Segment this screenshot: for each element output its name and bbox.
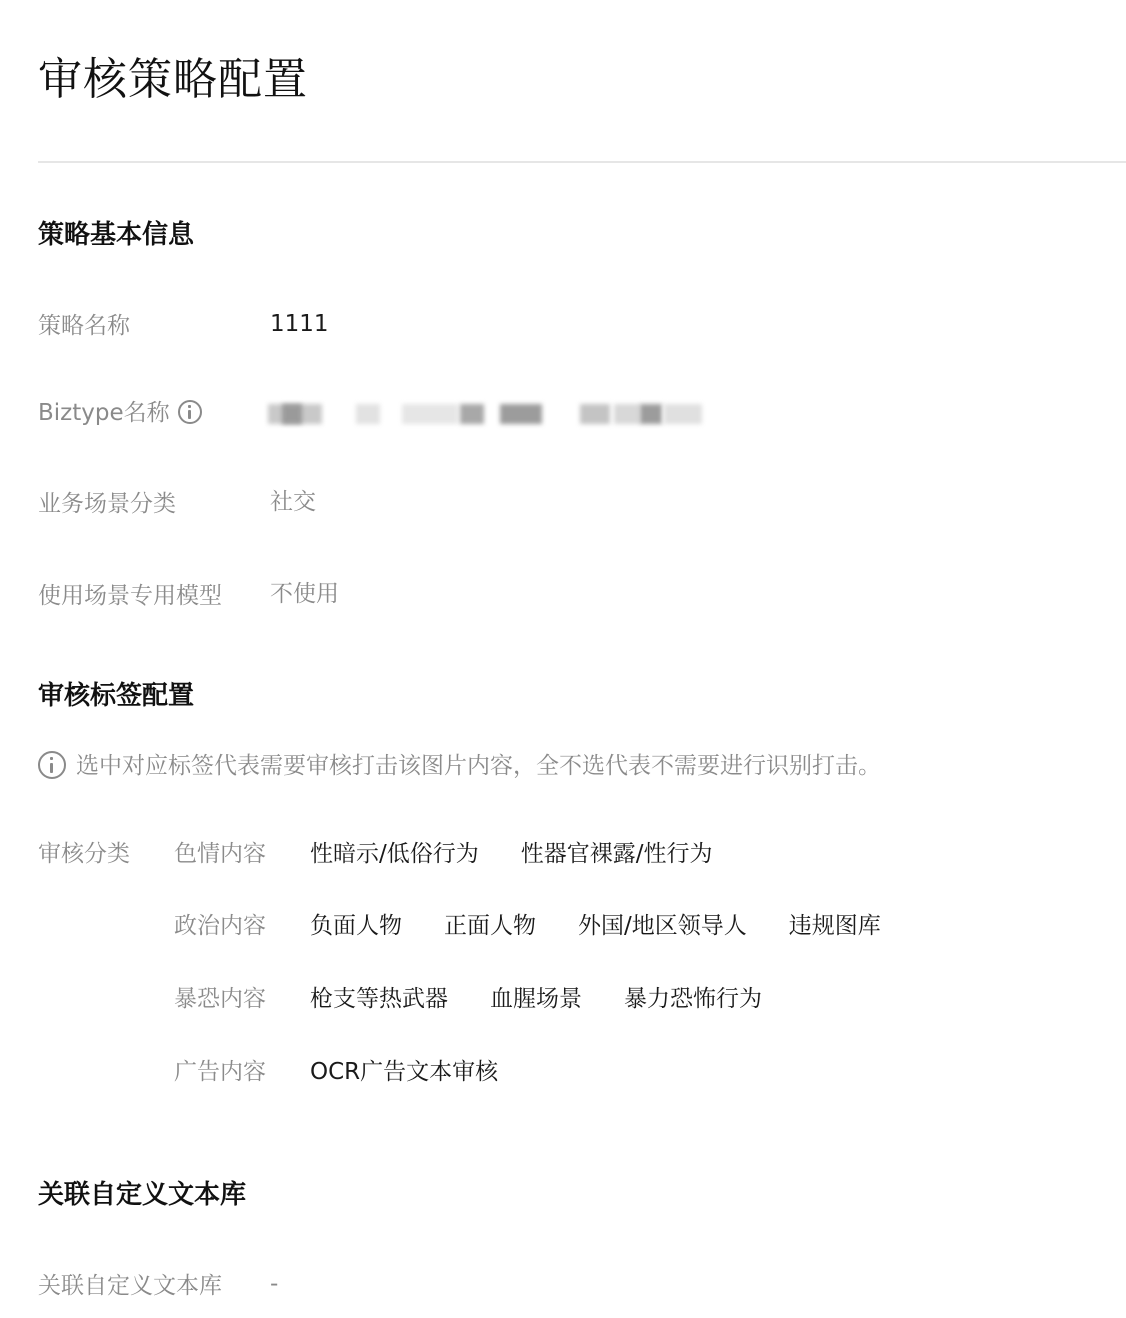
tag-ocr-ad-text[interactable]: OCR广告文本审核 bbox=[310, 1059, 499, 1085]
tag-firearms[interactable]: 枪支等热武器 bbox=[310, 986, 448, 1012]
tag-violation-gallery[interactable]: 违规图库 bbox=[788, 913, 881, 939]
text-library-section-title: 关联自定义文本库 bbox=[38, 1180, 247, 1210]
tag-violent-terror[interactable]: 暴力恐怖行为 bbox=[624, 986, 762, 1012]
business-scene-label: 业务场景分类 bbox=[38, 491, 176, 517]
biztype-label: Biztype名称 bbox=[38, 400, 170, 426]
category-tags bbox=[310, 911, 923, 941]
category-name: 政治内容 bbox=[174, 913, 266, 939]
category-tags bbox=[310, 839, 755, 869]
category-tags bbox=[310, 1057, 540, 1087]
label-config-hint bbox=[38, 751, 881, 781]
category-name: 色情内容 bbox=[174, 841, 266, 867]
tag-foreign-leader[interactable]: 外国/地区领导人 bbox=[578, 913, 747, 939]
text-library-label: 关联自定义文本库 bbox=[38, 1273, 222, 1299]
biztype-value-redacted bbox=[268, 398, 708, 428]
biztype-label-row bbox=[38, 398, 202, 428]
label-config-section-title: 审核标签配置 bbox=[38, 681, 195, 711]
review-category-label: 审核分类 bbox=[38, 841, 130, 867]
tag-bloody-scene[interactable]: 血腥场景 bbox=[490, 986, 582, 1012]
model-value: 不使用 bbox=[270, 581, 339, 607]
info-circle-icon bbox=[38, 751, 66, 779]
tag-nudity[interactable]: 性器官裸露/性行为 bbox=[520, 841, 713, 867]
basic-info-section-title: 策略基本信息 bbox=[38, 220, 195, 250]
strategy-name-value: 1111 bbox=[270, 311, 329, 337]
category-name: 广告内容 bbox=[174, 1059, 266, 1085]
strategy-name-label: 策略名称 bbox=[38, 313, 130, 339]
category-name: 暴恐内容 bbox=[174, 986, 266, 1012]
category-tags bbox=[310, 984, 804, 1014]
page-title: 审核策略配置 bbox=[38, 54, 308, 105]
title-divider bbox=[38, 161, 1126, 163]
tag-positive-figure[interactable]: 正面人物 bbox=[444, 913, 536, 939]
text-library-value: - bbox=[270, 1271, 279, 1297]
model-label: 使用场景专用模型 bbox=[38, 583, 222, 609]
business-scene-value: 社交 bbox=[270, 489, 316, 515]
tag-negative-figure[interactable]: 负面人物 bbox=[310, 913, 402, 939]
info-circle-icon[interactable] bbox=[178, 400, 202, 424]
hint-text: 选中对应标签代表需要审核打击该图片内容，全不选代表不需要进行识别打击。 bbox=[76, 753, 881, 779]
tag-sexual-suggestion[interactable]: 性暗示/低俗行为 bbox=[310, 841, 479, 867]
